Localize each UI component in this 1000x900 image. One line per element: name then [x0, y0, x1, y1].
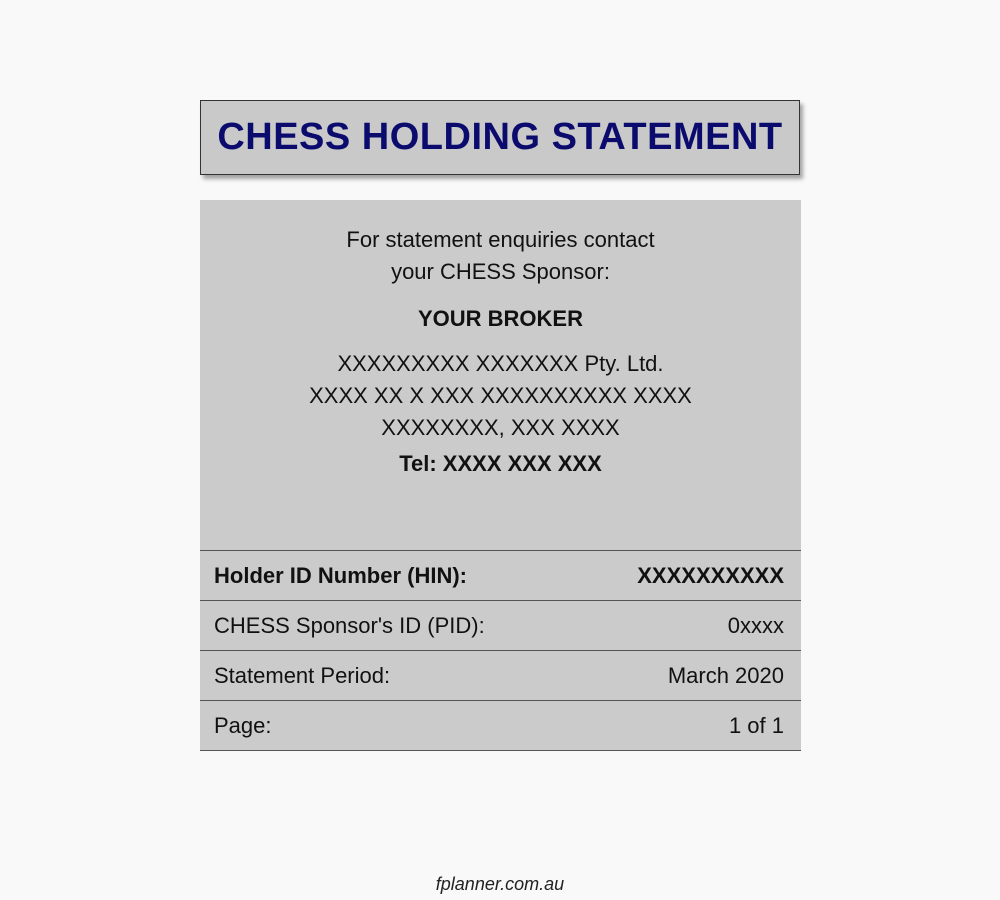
address-line-2: XXXX XX X XXX XXXXXXXXXX XXXX — [309, 383, 692, 408]
statement-period-value: March 2020 — [667, 662, 784, 688]
enquiry-intro-line-1: For statement enquiries contact — [346, 227, 655, 252]
pid-label: CHESS Sponsor's ID (PID): — [214, 612, 485, 638]
page-title: CHESS HOLDING STATEMENT — [217, 116, 783, 158]
page-value: 1 of 1 — [728, 712, 784, 738]
statement-period-label: Statement Period: — [214, 662, 391, 688]
page-row — [200, 700, 801, 751]
hin-label: Holder ID Number (HIN): — [214, 562, 467, 588]
statement-period-row — [200, 650, 801, 700]
hin-row — [200, 550, 801, 600]
address-line-1: XXXXXXXXX XXXXXXX Pty. Ltd. — [337, 351, 664, 376]
enquiry-intro-line-2: your CHESS Sponsor: — [391, 259, 610, 284]
footer-site-credit: fplanner.com.au — [435, 874, 565, 894]
page-label: Page: — [214, 712, 272, 738]
broker-telephone: Tel: XXXX XXX XXX — [399, 451, 602, 476]
hin-value: XXXXXXXXXX — [637, 562, 784, 588]
broker-address — [200, 348, 801, 444]
statement-panel — [200, 200, 801, 750]
title-banner — [200, 100, 800, 175]
enquiry-intro — [200, 224, 801, 288]
broker-name: YOUR BROKER — [417, 306, 583, 331]
pid-value: 0xxxx — [727, 612, 784, 638]
address-line-3: XXXXXXXX, XXX XXXX — [381, 415, 620, 440]
sponsor-contact-block — [200, 200, 801, 550]
pid-row — [200, 600, 801, 650]
holding-details-table — [200, 550, 801, 751]
